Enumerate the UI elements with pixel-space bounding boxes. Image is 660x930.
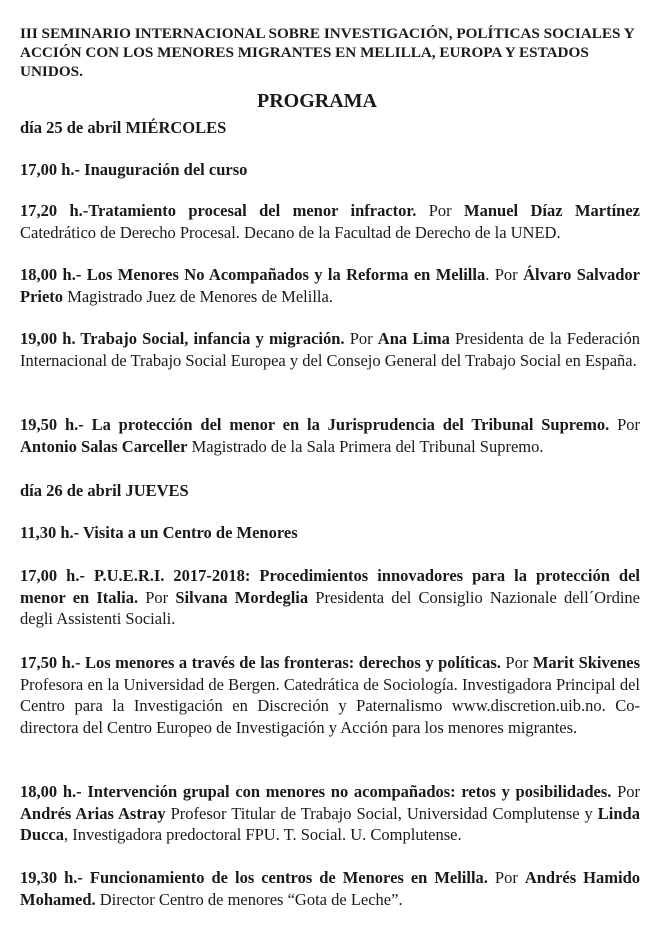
entry-time: 18,00 h.-: [20, 265, 82, 284]
entry-description: Magistrado de la Sala Primera del Tribunal Supremo.: [187, 436, 544, 456]
entry-time: 19,30 h.-: [20, 868, 83, 887]
entry-por: Por: [500, 653, 533, 672]
program-entry: [20, 264, 640, 307]
day-weekday: JUEVES: [125, 481, 189, 500]
entry-time: 11,30 h.-: [20, 523, 80, 542]
entry-por: Por: [416, 201, 465, 220]
program-entry: [20, 565, 640, 630]
day-prefix: día 26 de abril: [20, 481, 126, 500]
entry-time: 17,50 h.-: [20, 653, 81, 672]
day-weekday: MIÉRCOLES: [125, 118, 227, 137]
entry-time: 19,50 h.-: [20, 415, 84, 434]
program-entry: [20, 652, 640, 738]
entry-title: P.U.E.R.I. 2017-2018: Procedimientos innovadores para la protección del menor en Italia.: [20, 566, 640, 607]
entry-description: Profesora en la Universidad de Bergen. Catedrática de Sociología. Investigadora Principal del Centro para la Investigación en Discreción y Paternalismo www.discretion.uib.no. Co-directora del Centro Europeo de Investigación y Acción para los menores migrantes.: [20, 674, 640, 737]
entry-title: Inauguración del curso: [80, 160, 248, 179]
program-entry: [20, 781, 640, 846]
entry-title: Tratamiento procesal del menor infractor.: [88, 201, 417, 220]
program-entry: [20, 522, 640, 544]
entry-time: 19,00 h.: [20, 329, 76, 348]
entry-time: 17,20 h.-: [20, 201, 89, 220]
entry-description: Catedrático de Derecho Procesal. Decano de la Facultad de Derecho de la UNED.: [20, 222, 561, 242]
entry-description: Presidenta de la Federación Internacional de Trabajo Social Europea y del Consejo General del Trabajo Social en España.: [20, 329, 640, 370]
program-entry: [20, 867, 640, 910]
entry-por: Por: [138, 587, 176, 607]
entry-title: Los Menores No Acompañados y la Reforma en Melilla: [81, 265, 486, 284]
entry-description: Profesor Titular de Trabajo Social, Universidad Complutense y: [165, 803, 598, 823]
program-entry: [20, 414, 640, 457]
entry-time: 18,00 h.-: [20, 782, 82, 801]
entry-description: Presidenta del Consiglio Nazionale dell´Ordine degli Assistenti Sociali.: [20, 587, 640, 628]
day-heading: [20, 480, 189, 501]
entry-speaker: Álvaro Salvador Prieto: [20, 265, 640, 306]
entry-description: Magistrado Juez de Menores de Melilla.: [63, 286, 333, 306]
entry-speaker: Ana Lima: [377, 329, 450, 348]
entry-time: 17,00 h.-: [20, 160, 81, 179]
program-entry: [20, 159, 640, 181]
entry-title: Funcionamiento de los centros de Menores en Melilla.: [82, 868, 488, 887]
entry-speaker: Antonio Salas Carceller: [20, 436, 188, 456]
seminar-title: III SEMINARIO INTERNACIONAL SOBRE INVESTIGACIÓN, POLÍTICAS SOCIALES Y ACCIÓN CON LOS MENORES MIGRANTES EN MELILLA, EUROPA Y ESTADOS UNIDOS.: [20, 25, 635, 80]
entry-por: Por: [487, 868, 525, 887]
entry-title: Trabajo Social, infancia y migración.: [75, 329, 345, 348]
entry-time: 17,00 h.-: [20, 566, 85, 585]
entry-speaker: Andrés Hamido Mohamed.: [20, 868, 640, 909]
day-prefix: día 25 de abril: [20, 118, 126, 137]
entry-title: Los menores a través de las fronteras: derechos y políticas.: [80, 653, 501, 672]
entry-por: Por: [344, 329, 378, 348]
entry-speaker: Andrés Arias Astray: [20, 803, 166, 823]
entry-title: Visita a un Centro de Menores: [79, 523, 298, 542]
entry-speaker: Marit Skivenes: [532, 653, 641, 672]
program-heading: PROGRAMA: [257, 90, 377, 112]
entry-title: La protección del menor en la Jurisprudencia del Tribunal Supremo.: [83, 415, 610, 434]
day-heading: [20, 117, 226, 138]
entry-speaker-2: Linda Ducca: [20, 803, 640, 844]
program-entry: [20, 328, 640, 371]
entry-title: Intervención grupal con menores no acompañados: retos y posibilidades.: [81, 782, 612, 801]
entry-description-2: , Investigadora predoctoral FPU. T. Social. U. Complutense.: [64, 825, 462, 844]
entry-por: Por: [609, 415, 640, 434]
entry-por: . Por: [485, 265, 524, 284]
entry-speaker: Silvana Mordeglia: [175, 587, 309, 607]
program-entry: [20, 200, 640, 243]
entry-description: Director Centro de menores “Gota de Leche”.: [95, 889, 403, 909]
entry-speaker: Manuel Díaz Martínez: [464, 201, 641, 220]
entry-por: Por: [611, 782, 641, 801]
